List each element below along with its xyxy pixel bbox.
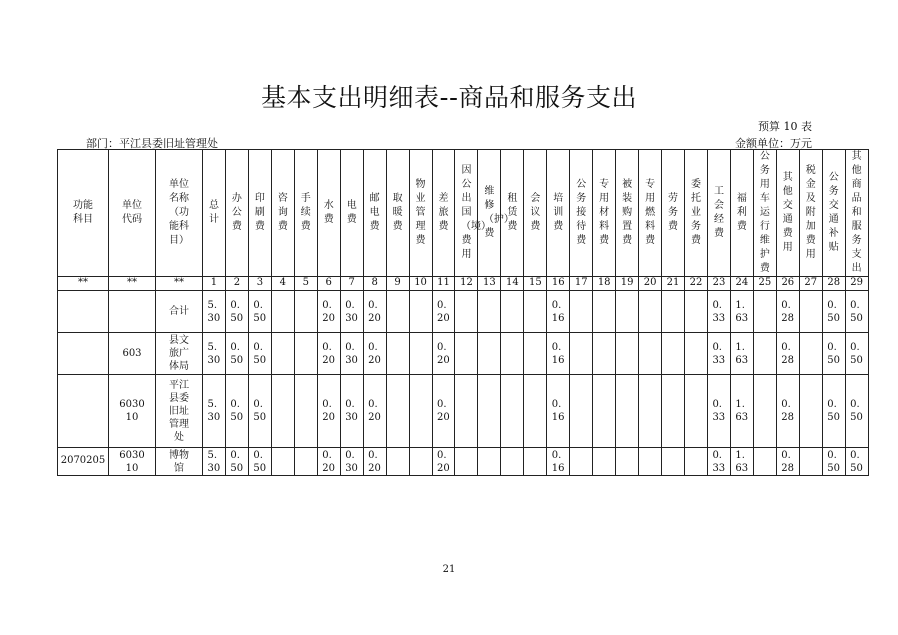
table-cell xyxy=(685,291,708,333)
column-header xyxy=(501,150,524,277)
column-number: 25 xyxy=(753,277,776,291)
column-header xyxy=(776,150,799,277)
column-number: 12 xyxy=(455,277,478,291)
table-cell xyxy=(109,291,156,333)
department-label: 部门：平江县委旧址管理处 xyxy=(86,137,218,150)
cell-value: 0.50 xyxy=(230,399,244,423)
cell-value: 0.16 xyxy=(551,449,565,474)
table-cell xyxy=(203,291,226,333)
column-number: 7 xyxy=(340,277,363,291)
table-cell xyxy=(386,448,409,476)
table-cell xyxy=(730,375,753,448)
column-number: 29 xyxy=(845,277,868,291)
column-number: 5 xyxy=(294,277,317,291)
column-header xyxy=(662,150,685,277)
table-cell xyxy=(547,375,570,448)
cell-value: 0.50 xyxy=(253,449,267,474)
column-number: 20 xyxy=(639,277,662,291)
column-number: 24 xyxy=(730,277,753,291)
column-header-label: 取暖费 xyxy=(392,193,403,232)
table-cell xyxy=(478,375,501,448)
column-header xyxy=(730,150,753,277)
table-cell xyxy=(203,333,226,375)
cell-value: 0.50 xyxy=(827,399,840,423)
table-cell xyxy=(707,333,730,375)
cell-value: 0.20 xyxy=(437,399,450,423)
page-number: 21 xyxy=(442,564,456,575)
table-cell xyxy=(363,291,386,333)
column-header-label: 工会经费 xyxy=(713,186,724,239)
column-header xyxy=(616,150,639,277)
table-cell xyxy=(845,375,868,448)
column-header xyxy=(409,150,432,277)
table-cell xyxy=(156,333,203,375)
amount-unit-label: 金额单位：万元 xyxy=(735,137,812,150)
column-header-label: 差旅费 xyxy=(438,193,449,232)
cell-value: 0.20 xyxy=(437,449,450,474)
table-cell xyxy=(685,375,708,448)
column-number: 28 xyxy=(822,277,845,291)
table-cell xyxy=(363,333,386,375)
cell-value: 603010 xyxy=(119,399,145,423)
column-number: 10 xyxy=(409,277,432,291)
table-row xyxy=(58,448,869,476)
column-header-label: 专用燃料费 xyxy=(645,179,656,246)
column-header-label: 物业管理费 xyxy=(415,179,426,246)
table-cell xyxy=(203,448,226,476)
column-header xyxy=(271,150,294,277)
table-cell xyxy=(271,448,294,476)
table-cell xyxy=(409,291,432,333)
table-cell xyxy=(799,375,822,448)
table-cell xyxy=(501,291,524,333)
column-header-label: 单位代码 xyxy=(122,200,142,225)
table-cell xyxy=(593,375,616,448)
cell-value: 平江县委旧址管理处 xyxy=(169,379,189,443)
table-cell xyxy=(455,333,478,375)
table-cell xyxy=(799,448,822,476)
column-header-label: 劳务费 xyxy=(668,193,679,232)
table-cell xyxy=(593,291,616,333)
table-cell xyxy=(753,333,776,375)
table-cell xyxy=(109,333,156,375)
table-cell xyxy=(455,375,478,448)
cell-value: 0.20 xyxy=(437,341,450,366)
table-cell xyxy=(570,375,593,448)
column-number: ** xyxy=(58,277,109,291)
column-header-label: 水费 xyxy=(323,200,334,225)
cell-value: 5.30 xyxy=(207,449,221,474)
table-cell xyxy=(432,291,455,333)
table-cell xyxy=(570,291,593,333)
cell-value: 0.16 xyxy=(551,341,565,366)
table-cell xyxy=(845,333,868,375)
table-cell xyxy=(248,375,271,448)
column-header xyxy=(225,150,248,277)
cell-value: 0.20 xyxy=(368,399,381,423)
table-cell xyxy=(501,333,524,375)
table-cell xyxy=(386,375,409,448)
cell-value: 0.28 xyxy=(781,341,795,366)
column-number: 22 xyxy=(685,277,708,291)
cell-value: 0.28 xyxy=(781,449,795,474)
table-cell xyxy=(776,375,799,448)
cell-value: 0.20 xyxy=(322,341,335,366)
column-number: 3 xyxy=(248,277,271,291)
table-cell xyxy=(386,291,409,333)
column-number: 15 xyxy=(524,277,547,291)
column-header xyxy=(707,150,730,277)
cell-value: 0.20 xyxy=(368,449,381,474)
column-header-label: 培训费 xyxy=(553,193,564,232)
cell-value: 1.63 xyxy=(735,399,749,423)
column-header xyxy=(386,150,409,277)
table-cell xyxy=(386,333,409,375)
table-cell xyxy=(58,448,109,476)
cell-value: 1.63 xyxy=(735,449,749,474)
table-cell xyxy=(799,291,822,333)
column-number: 26 xyxy=(776,277,799,291)
table-cell xyxy=(753,375,776,448)
table-cell xyxy=(271,291,294,333)
column-header xyxy=(156,150,203,277)
expense-detail-table xyxy=(57,149,869,476)
column-header-label: 会议费 xyxy=(530,193,541,232)
table-cell xyxy=(109,448,156,476)
cell-value: 0.20 xyxy=(368,341,381,366)
table-cell xyxy=(776,333,799,375)
table-cell xyxy=(753,291,776,333)
column-number: 6 xyxy=(317,277,340,291)
table-cell xyxy=(340,375,363,448)
table-cell xyxy=(822,291,845,333)
table-row xyxy=(58,291,869,333)
cell-value: 5.30 xyxy=(207,299,221,324)
cell-value: 0.30 xyxy=(345,449,358,474)
cell-value: 0.30 xyxy=(345,299,358,324)
column-number: ** xyxy=(109,277,156,291)
column-header-label: 被装购置费 xyxy=(622,179,633,246)
table-cell xyxy=(271,333,294,375)
column-header-label: 其他交通费用 xyxy=(782,172,793,253)
table-cell xyxy=(616,448,639,476)
column-header xyxy=(799,150,822,277)
table-cell xyxy=(616,333,639,375)
column-number: 21 xyxy=(662,277,685,291)
table-cell xyxy=(822,448,845,476)
column-number: 27 xyxy=(799,277,822,291)
cell-value: 0.50 xyxy=(850,299,863,324)
table-cell xyxy=(203,375,226,448)
cell-value: 0.20 xyxy=(368,299,381,324)
table-cell xyxy=(524,448,547,476)
column-header xyxy=(455,150,491,277)
table-number: 预算 10 表 xyxy=(758,120,812,133)
cell-value: 0.50 xyxy=(827,341,840,366)
column-header-label: 其他商品和服务支出 xyxy=(851,151,862,274)
table-cell xyxy=(730,291,753,333)
table-cell xyxy=(409,375,432,448)
table-cell xyxy=(248,333,271,375)
column-header-label: 邮电费 xyxy=(369,193,380,232)
cell-value: 0.50 xyxy=(253,341,267,366)
column-number: 23 xyxy=(707,277,730,291)
table-cell xyxy=(156,448,203,476)
table-cell xyxy=(317,291,340,333)
cell-value: 0.16 xyxy=(551,299,565,324)
table-cell xyxy=(776,448,799,476)
column-header xyxy=(317,150,340,277)
table-cell xyxy=(294,333,317,375)
table-cell xyxy=(776,291,799,333)
column-number: 8 xyxy=(363,277,386,291)
cell-value: 0.50 xyxy=(827,299,840,324)
column-number-row xyxy=(58,277,869,291)
table-cell xyxy=(822,375,845,448)
cell-value: 0.28 xyxy=(781,299,795,324)
cell-value: 0.33 xyxy=(712,399,726,423)
cell-value: 0.50 xyxy=(850,449,863,474)
table-cell xyxy=(616,291,639,333)
cell-value: 0.50 xyxy=(827,449,840,474)
cell-value: 合计 xyxy=(169,306,189,317)
column-header xyxy=(822,150,845,277)
cell-value: 0.50 xyxy=(230,299,244,324)
table-cell xyxy=(271,375,294,448)
table-cell xyxy=(409,333,432,375)
cell-value: 0.33 xyxy=(712,341,726,366)
column-header-label: 总计 xyxy=(208,200,219,225)
cell-value: 0.50 xyxy=(850,341,863,366)
cell-value: 0.33 xyxy=(712,449,726,474)
table-cell xyxy=(225,375,248,448)
cell-value: 0.50 xyxy=(230,449,244,474)
page-title: 基本支出明细表--商品和服务支出 xyxy=(260,83,638,112)
column-header xyxy=(58,150,109,277)
table-cell xyxy=(455,448,478,476)
table-cell xyxy=(225,333,248,375)
table-cell xyxy=(524,333,547,375)
table-cell xyxy=(570,448,593,476)
column-number: 4 xyxy=(271,277,294,291)
table-cell xyxy=(225,291,248,333)
table-cell xyxy=(340,448,363,476)
cell-value: 5.30 xyxy=(207,341,221,366)
column-number: ** xyxy=(156,277,203,291)
table-cell xyxy=(455,291,478,333)
column-header-label: 福利费 xyxy=(736,193,747,232)
column-number: 18 xyxy=(593,277,616,291)
cell-value: 0.50 xyxy=(253,399,267,423)
cell-value: 0.30 xyxy=(345,399,358,423)
column-header-label: 委托业务费 xyxy=(690,179,701,246)
column-header-label: 办公费 xyxy=(231,193,242,232)
table-cell xyxy=(248,291,271,333)
table-cell xyxy=(570,333,593,375)
column-header xyxy=(845,150,868,277)
table-cell xyxy=(225,448,248,476)
table-cell xyxy=(547,333,570,375)
cell-value: 2070205 xyxy=(60,455,106,467)
table-cell xyxy=(639,375,662,448)
table-cell xyxy=(616,375,639,448)
table-cell xyxy=(58,333,109,375)
column-header xyxy=(547,150,570,277)
table-cell xyxy=(317,333,340,375)
table-cell xyxy=(58,291,109,333)
column-number: 16 xyxy=(547,277,570,291)
table-cell xyxy=(685,333,708,375)
column-header xyxy=(685,150,708,277)
table-cell xyxy=(593,333,616,375)
column-header-label: 专用材料费 xyxy=(599,179,610,246)
table-cell xyxy=(845,291,868,333)
table-cell xyxy=(109,375,156,448)
column-header xyxy=(639,150,662,277)
column-header xyxy=(203,150,226,277)
table-cell xyxy=(662,375,685,448)
column-header-label: 公务用车运行维护费 xyxy=(759,151,770,274)
cell-value: 5.30 xyxy=(207,399,221,423)
column-header xyxy=(432,150,455,277)
column-header xyxy=(753,150,776,277)
table-cell xyxy=(753,448,776,476)
table-cell xyxy=(317,448,340,476)
column-header-label: 手续费 xyxy=(300,193,311,232)
column-header xyxy=(340,150,363,277)
cell-value: 1.63 xyxy=(735,341,749,366)
column-header-label: 功能科目 xyxy=(73,200,93,225)
table-cell xyxy=(409,448,432,476)
cell-value: 0.16 xyxy=(551,399,565,423)
cell-value: 0.28 xyxy=(781,399,795,423)
table-cell xyxy=(639,448,662,476)
table-row xyxy=(58,333,869,375)
table-cell xyxy=(156,375,203,448)
table-cell xyxy=(340,333,363,375)
table-cell xyxy=(478,448,501,476)
column-header xyxy=(248,150,271,277)
column-header-label: 税金及附加费用 xyxy=(805,165,816,260)
cell-value: 0.33 xyxy=(712,299,726,324)
table-cell xyxy=(662,448,685,476)
table-cell xyxy=(363,448,386,476)
table-cell xyxy=(156,291,203,333)
table-cell xyxy=(524,291,547,333)
column-header xyxy=(524,150,547,277)
table-cell xyxy=(799,333,822,375)
cell-value: 0.20 xyxy=(322,399,335,423)
table-cell xyxy=(662,291,685,333)
table-cell xyxy=(432,448,455,476)
table-cell xyxy=(707,448,730,476)
table-cell xyxy=(639,291,662,333)
cell-value: 0.20 xyxy=(322,449,335,474)
table-cell xyxy=(294,291,317,333)
table-cell xyxy=(547,448,570,476)
cell-value: 603010 xyxy=(119,449,145,474)
table-cell xyxy=(547,291,570,333)
column-header-label: 公务接待费 xyxy=(576,179,587,246)
table-cell xyxy=(730,448,753,476)
table-cell xyxy=(294,448,317,476)
table-cell xyxy=(707,375,730,448)
cell-value: 0.50 xyxy=(230,341,244,366)
column-header-label: 咨询费 xyxy=(277,193,288,232)
table-cell xyxy=(707,291,730,333)
cell-value: 1.63 xyxy=(735,299,749,324)
column-header-label: 租赁费 xyxy=(507,193,518,232)
table-cell xyxy=(501,375,524,448)
column-number: 1 xyxy=(203,277,226,291)
table-cell xyxy=(58,375,109,448)
column-header-label: 单位名称（功能科目） xyxy=(169,179,189,246)
column-number: 9 xyxy=(386,277,409,291)
table-cell xyxy=(639,333,662,375)
column-header-label: 印刷费 xyxy=(254,193,265,232)
column-number: 13 xyxy=(478,277,501,291)
cell-value: 603 xyxy=(122,348,142,359)
table-cell xyxy=(524,375,547,448)
table-cell xyxy=(432,333,455,375)
cell-value: 0.20 xyxy=(437,299,450,324)
column-header xyxy=(593,150,616,277)
table-row xyxy=(58,375,869,448)
cell-value: 0.50 xyxy=(850,399,863,423)
header-row xyxy=(58,150,869,277)
column-header-label: 公务交通补贴 xyxy=(828,172,839,253)
table-cell xyxy=(501,448,524,476)
column-header xyxy=(109,150,156,277)
table-cell xyxy=(363,375,386,448)
table-cell xyxy=(730,333,753,375)
column-number: 2 xyxy=(225,277,248,291)
column-number: 17 xyxy=(570,277,593,291)
cell-value: 博物馆 xyxy=(169,449,189,474)
table-cell xyxy=(822,333,845,375)
table-cell xyxy=(478,333,501,375)
table-cell xyxy=(593,448,616,476)
cell-value: 0.20 xyxy=(322,299,335,324)
column-header-label: 维修（护）费 xyxy=(483,186,514,239)
column-header xyxy=(363,150,386,277)
cell-value: 0.50 xyxy=(253,299,267,324)
table-cell xyxy=(478,291,501,333)
column-number: 11 xyxy=(432,277,455,291)
cell-value: 县文旅广体局 xyxy=(169,335,189,372)
table-cell xyxy=(294,375,317,448)
column-header xyxy=(294,150,317,277)
column-number: 19 xyxy=(616,277,639,291)
column-header xyxy=(570,150,593,277)
column-number: 14 xyxy=(501,277,524,291)
table-cell xyxy=(845,448,868,476)
table-cell xyxy=(340,291,363,333)
table-cell xyxy=(432,375,455,448)
cell-value: 0.30 xyxy=(345,341,358,366)
table-cell xyxy=(662,333,685,375)
table-cell xyxy=(685,448,708,476)
column-header-label: 因公出国（境）费用 xyxy=(460,165,491,260)
table-cell xyxy=(248,448,271,476)
column-header-label: 电费 xyxy=(346,200,357,225)
table-cell xyxy=(317,375,340,448)
